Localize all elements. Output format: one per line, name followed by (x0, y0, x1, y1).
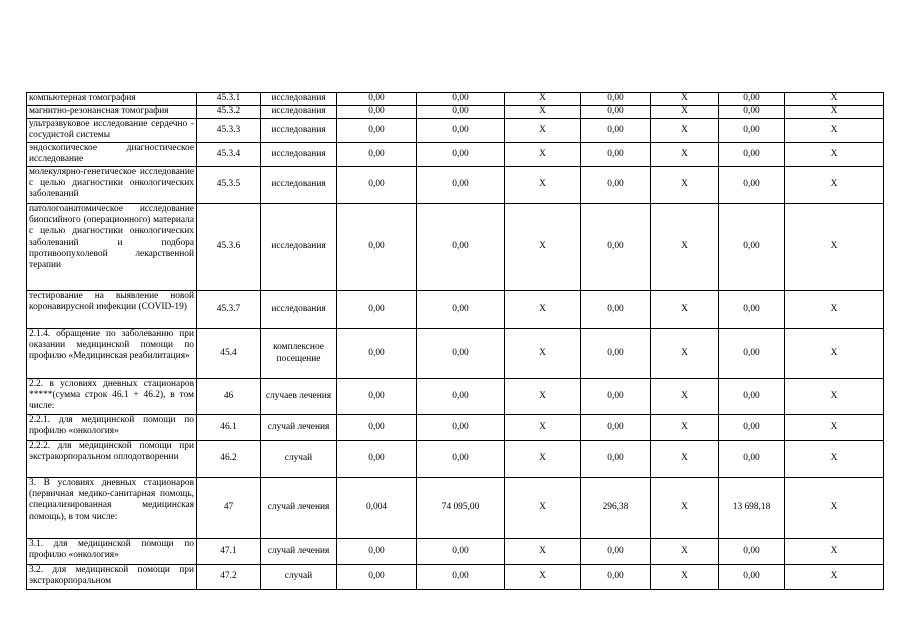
col7-value-cell: X (785, 329, 884, 379)
row-unit-cell: случай лечения (261, 478, 337, 539)
col7-value-cell: X (785, 478, 884, 539)
col6-value-cell: 0,00 (719, 441, 785, 478)
table-row (27, 167, 884, 204)
col2-value-cell: 0,00 (417, 565, 505, 590)
col6-value-cell: 0,00 (719, 379, 785, 415)
col7-value-cell: X (785, 167, 884, 204)
col3-value-cell: X (505, 291, 581, 329)
col1-value-cell: 0,00 (337, 119, 417, 143)
tariff-table (26, 92, 884, 590)
col3-value-cell: X (505, 106, 581, 119)
row-code-cell: 45.3.5 (197, 167, 261, 204)
col3-value-cell: X (505, 441, 581, 478)
col5-value-cell: X (651, 106, 719, 119)
col7-value-cell: X (785, 143, 884, 167)
col6-value-cell: 0,00 (719, 106, 785, 119)
row-code-cell: 45.4 (197, 329, 261, 379)
col4-value-cell: 0,00 (581, 291, 651, 329)
col3-value-cell: X (505, 167, 581, 204)
row-name-cell: ультразвуковое исследование сердечно - сосудистой системы (27, 119, 197, 143)
col3-value-cell: X (505, 539, 581, 565)
col2-value-cell: 0,00 (417, 106, 505, 119)
col2-value-cell: 0,00 (417, 379, 505, 415)
row-unit-cell: исследования (261, 93, 337, 106)
row-code-cell: 46 (197, 379, 261, 415)
col2-value-cell: 74 095,00 (417, 478, 505, 539)
col2-value-cell: 0,00 (417, 539, 505, 565)
col1-value-cell: 0,004 (337, 478, 417, 539)
col6-value-cell: 0,00 (719, 291, 785, 329)
row-name-cell: 3.2. для медицинской помощи при экстракорпоральном (27, 565, 197, 590)
row-name-cell: эндоскопическое диагностическое исследование (27, 143, 197, 167)
table-row (27, 329, 884, 379)
col2-value-cell: 0,00 (417, 167, 505, 204)
col1-value-cell: 0,00 (337, 329, 417, 379)
col5-value-cell: X (651, 329, 719, 379)
col3-value-cell: X (505, 204, 581, 291)
col4-value-cell: 0,00 (581, 119, 651, 143)
row-unit-cell: исследования (261, 167, 337, 204)
col3-value-cell: X (505, 379, 581, 415)
col4-value-cell: 0,00 (581, 167, 651, 204)
table-row (27, 565, 884, 590)
col5-value-cell: X (651, 441, 719, 478)
col6-value-cell: 0,00 (719, 143, 785, 167)
row-code-cell: 47.1 (197, 539, 261, 565)
table-row (27, 415, 884, 441)
col7-value-cell: X (785, 106, 884, 119)
row-name-cell: тестирование на выявление новой коронавирусной инфекции (COVID-19) (27, 291, 197, 329)
col6-value-cell: 0,00 (719, 565, 785, 590)
row-code-cell: 45.3.7 (197, 291, 261, 329)
row-name-cell: 2.2.2. для медицинской помощи при экстракорпоральном оплодотворении (27, 441, 197, 478)
col1-value-cell: 0,00 (337, 441, 417, 478)
col7-value-cell: X (785, 441, 884, 478)
col7-value-cell: X (785, 204, 884, 291)
row-unit-cell: случай лечения (261, 415, 337, 441)
col3-value-cell: X (505, 565, 581, 590)
col4-value-cell: 0,00 (581, 379, 651, 415)
col1-value-cell: 0,00 (337, 565, 417, 590)
col1-value-cell: 0,00 (337, 167, 417, 204)
col1-value-cell: 0,00 (337, 379, 417, 415)
col4-value-cell: 296,38 (581, 478, 651, 539)
row-unit-cell: случай лечения (261, 539, 337, 565)
row-name-cell: 2.1.4. обращение по заболеванию при оказании медицинской помощи по профилю «Медицинская реабилитация» (27, 329, 197, 379)
table-row (27, 106, 884, 119)
col3-value-cell: X (505, 119, 581, 143)
col5-value-cell: X (651, 565, 719, 590)
row-name-cell: молекулярно-генетическое исследование с целью диагностики онкологических заболеваний (27, 167, 197, 204)
col4-value-cell: 0,00 (581, 329, 651, 379)
col5-value-cell: X (651, 167, 719, 204)
row-unit-cell: исследования (261, 143, 337, 167)
row-code-cell: 45.3.6 (197, 204, 261, 291)
table-row (27, 204, 884, 291)
row-name-cell: 3.1. для медицинской помощи по профилю «онкология» (27, 539, 197, 565)
col7-value-cell: X (785, 539, 884, 565)
col7-value-cell: X (785, 415, 884, 441)
row-unit-cell: исследования (261, 291, 337, 329)
col2-value-cell: 0,00 (417, 291, 505, 329)
col6-value-cell: 13 698,18 (719, 478, 785, 539)
col2-value-cell: 0,00 (417, 415, 505, 441)
col2-value-cell: 0,00 (417, 441, 505, 478)
row-unit-cell: исследования (261, 204, 337, 291)
col3-value-cell: X (505, 93, 581, 106)
col7-value-cell: X (785, 119, 884, 143)
col1-value-cell: 0,00 (337, 93, 417, 106)
col6-value-cell: 0,00 (719, 167, 785, 204)
col3-value-cell: X (505, 415, 581, 441)
col1-value-cell: 0,00 (337, 415, 417, 441)
col5-value-cell: X (651, 291, 719, 329)
col2-value-cell: 0,00 (417, 143, 505, 167)
col1-value-cell: 0,00 (337, 143, 417, 167)
row-name-cell: 2.2. в условиях дневных стационаров *****(сумма строк 46.1 + 46.2), в том числе: (27, 379, 197, 415)
col5-value-cell: X (651, 119, 719, 143)
col6-value-cell: 0,00 (719, 415, 785, 441)
col4-value-cell: 0,00 (581, 106, 651, 119)
col6-value-cell: 0,00 (719, 204, 785, 291)
table-row (27, 119, 884, 143)
row-name-cell: патологоанатомическое исследование биопсийного (операционного) материала с целью диагностики онкологических заболеваний и подбора противоопухолевой лекарственной терапии (27, 204, 197, 291)
row-name-cell: 3. В условиях дневных стационаров (первичная медико-санитарная помощь, специализированная медицинская помощь), в том числе: (27, 478, 197, 539)
row-unit-cell: комплексное посещение (261, 329, 337, 379)
col4-value-cell: 0,00 (581, 539, 651, 565)
table-row (27, 441, 884, 478)
row-unit-cell: исследования (261, 119, 337, 143)
col2-value-cell: 0,00 (417, 119, 505, 143)
row-code-cell: 45.3.4 (197, 143, 261, 167)
col5-value-cell: X (651, 539, 719, 565)
row-name-cell: компьютерная томография (27, 93, 197, 106)
col1-value-cell: 0,00 (337, 204, 417, 291)
table-row (27, 539, 884, 565)
col7-value-cell: X (785, 565, 884, 590)
row-name-cell: 2.2.1. для медицинской помощи по профилю «онкология» (27, 415, 197, 441)
col6-value-cell: 0,00 (719, 539, 785, 565)
col5-value-cell: X (651, 379, 719, 415)
row-unit-cell: случай (261, 441, 337, 478)
row-code-cell: 46.2 (197, 441, 261, 478)
col1-value-cell: 0,00 (337, 106, 417, 119)
col3-value-cell: X (505, 143, 581, 167)
col4-value-cell: 0,00 (581, 204, 651, 291)
col2-value-cell: 0,00 (417, 93, 505, 106)
col7-value-cell: X (785, 291, 884, 329)
col7-value-cell: X (785, 93, 884, 106)
col3-value-cell: X (505, 329, 581, 379)
row-code-cell: 45.3.1 (197, 93, 261, 106)
col4-value-cell: 0,00 (581, 565, 651, 590)
row-code-cell: 47 (197, 478, 261, 539)
col5-value-cell: X (651, 143, 719, 167)
col4-value-cell: 0,00 (581, 415, 651, 441)
col7-value-cell: X (785, 379, 884, 415)
table-row (27, 291, 884, 329)
row-unit-cell: случай (261, 565, 337, 590)
col5-value-cell: X (651, 478, 719, 539)
col5-value-cell: X (651, 93, 719, 106)
row-unit-cell: исследования (261, 106, 337, 119)
col4-value-cell: 0,00 (581, 143, 651, 167)
table-row (27, 379, 884, 415)
col6-value-cell: 0,00 (719, 119, 785, 143)
col6-value-cell: 0,00 (719, 329, 785, 379)
row-code-cell: 45.3.3 (197, 119, 261, 143)
col2-value-cell: 0,00 (417, 204, 505, 291)
row-unit-cell: случаев лечения (261, 379, 337, 415)
col5-value-cell: X (651, 204, 719, 291)
col5-value-cell: X (651, 415, 719, 441)
col3-value-cell: X (505, 478, 581, 539)
col1-value-cell: 0,00 (337, 539, 417, 565)
col2-value-cell: 0,00 (417, 329, 505, 379)
row-code-cell: 46.1 (197, 415, 261, 441)
table-row (27, 478, 884, 539)
row-name-cell: магнитно-резонансная томография (27, 106, 197, 119)
row-code-cell: 47.2 (197, 565, 261, 590)
col1-value-cell: 0,00 (337, 291, 417, 329)
col4-value-cell: 0,00 (581, 93, 651, 106)
table-row (27, 93, 884, 106)
col6-value-cell: 0,00 (719, 93, 785, 106)
row-code-cell: 45.3.2 (197, 106, 261, 119)
col4-value-cell: 0,00 (581, 441, 651, 478)
table-row (27, 143, 884, 167)
